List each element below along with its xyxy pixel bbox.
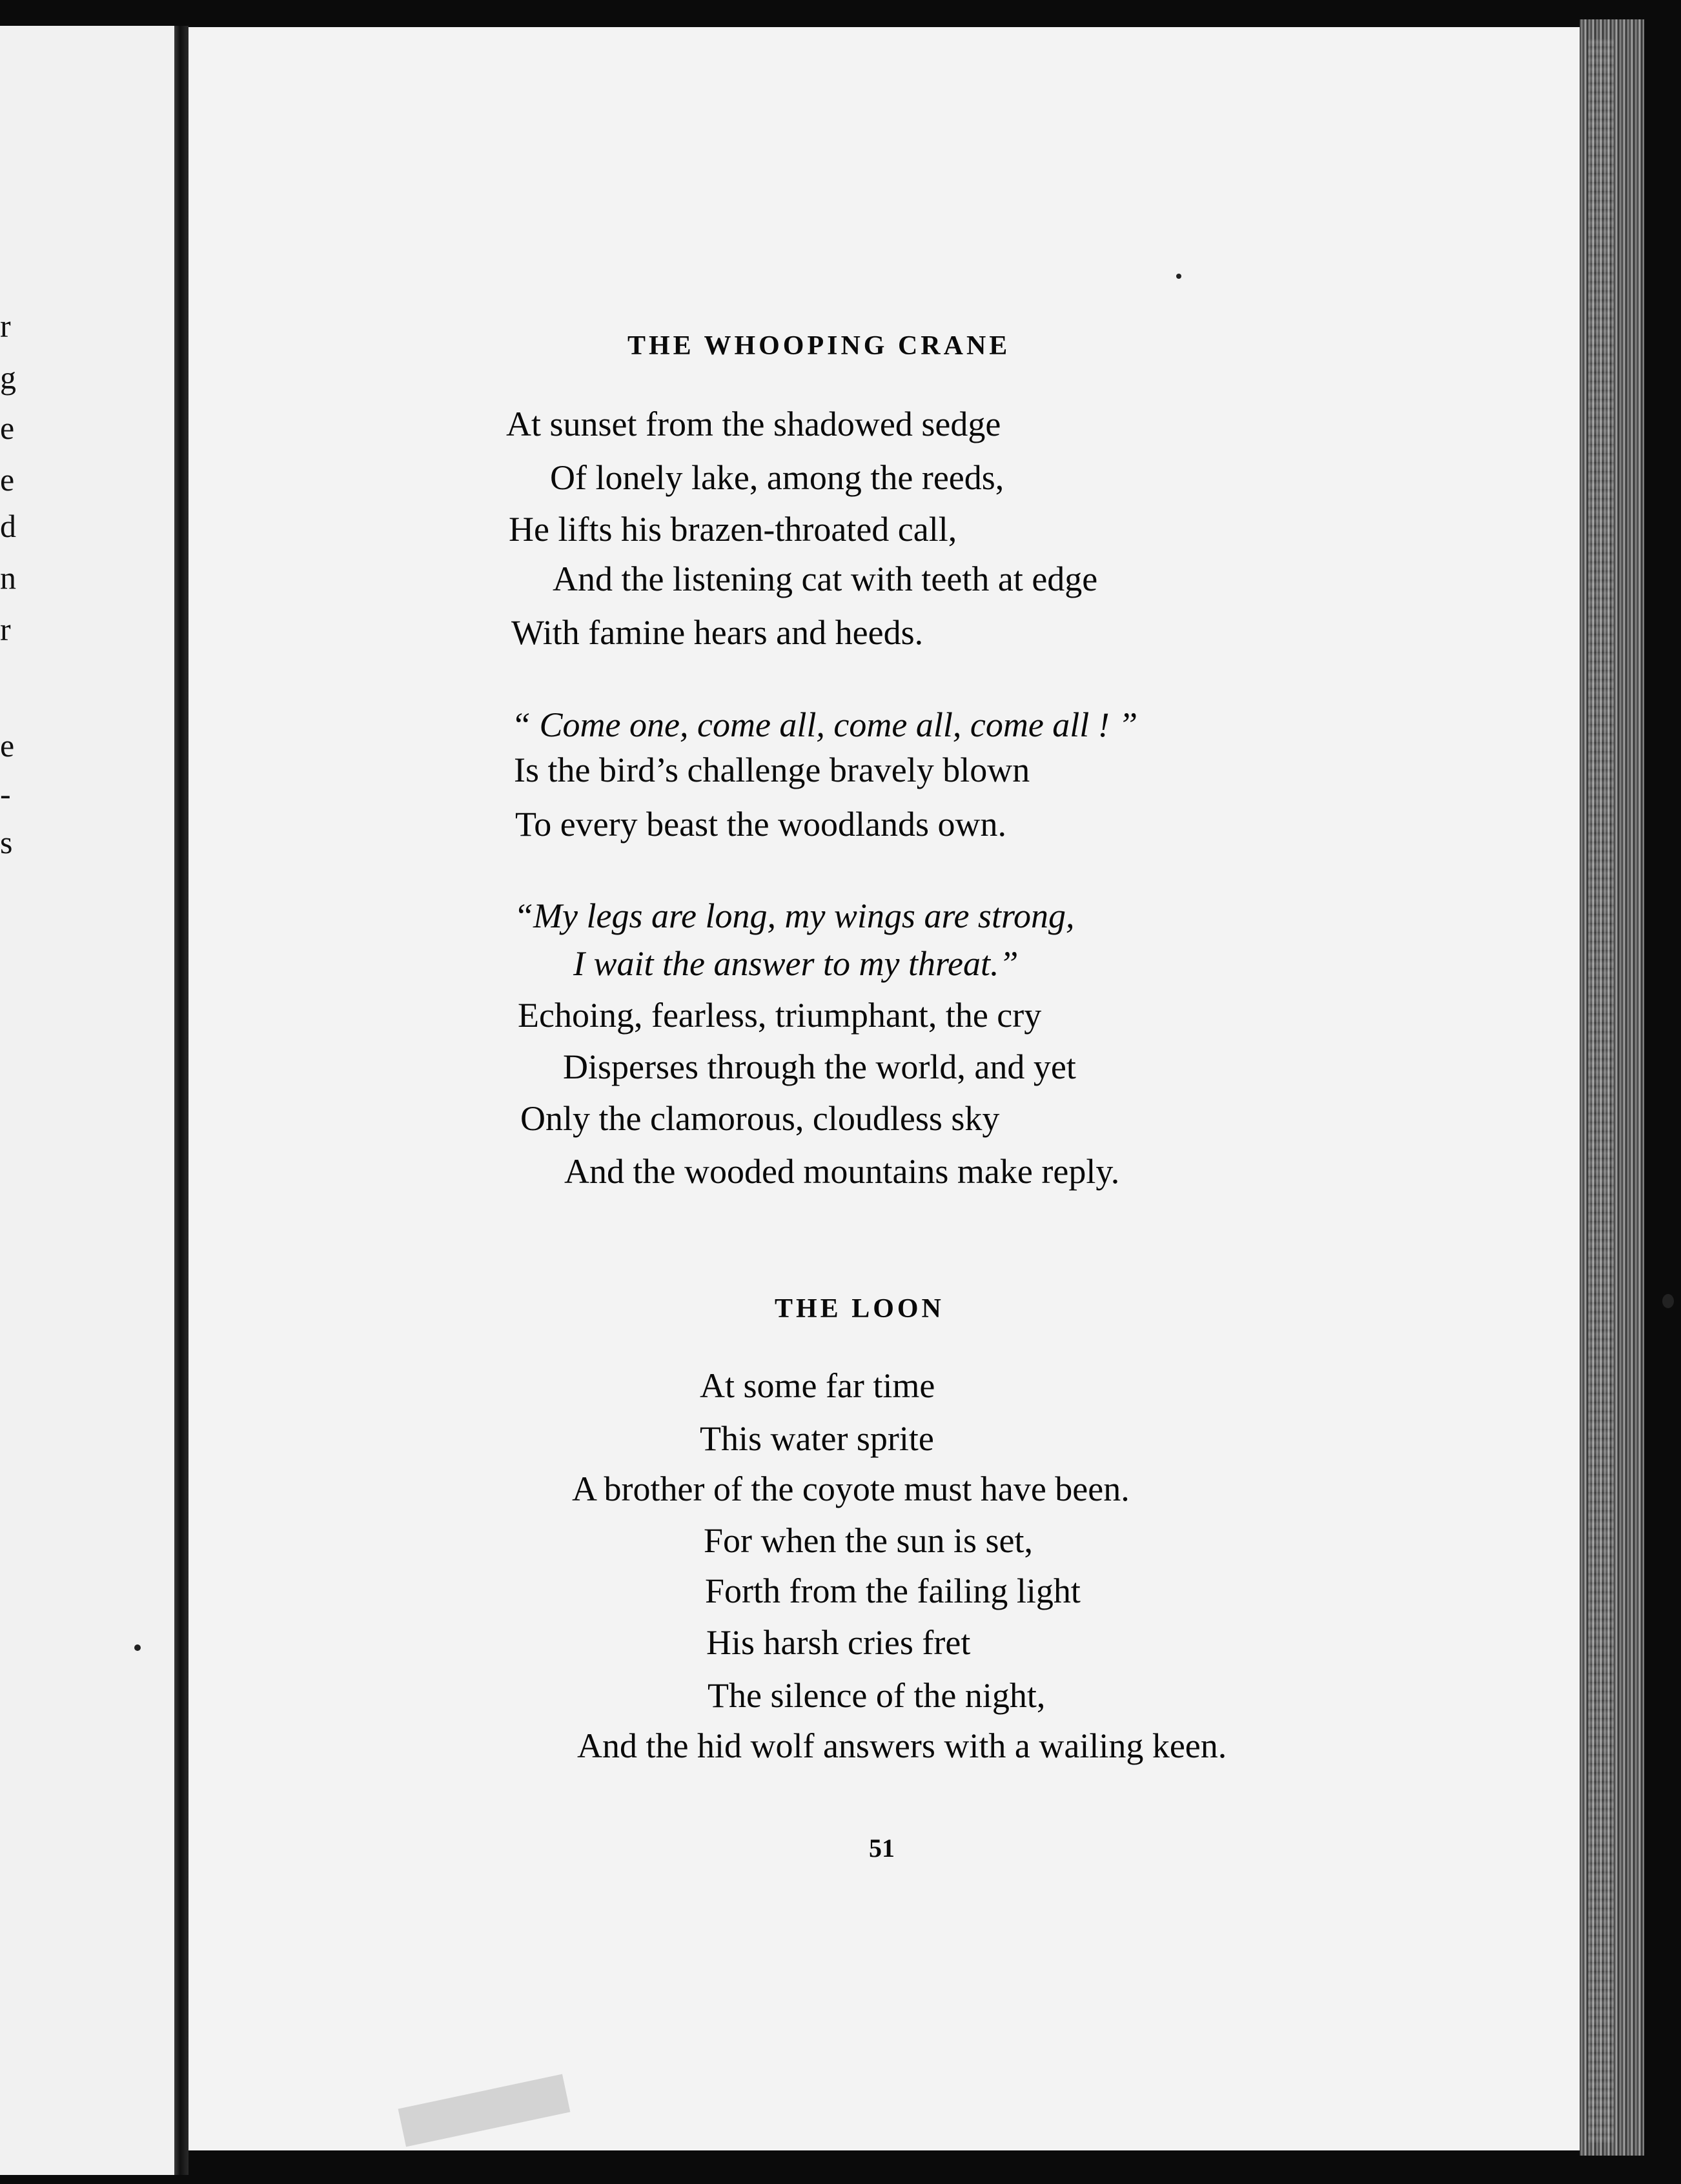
poem-line: Disperses through the world, and yet xyxy=(563,1047,1076,1086)
scan-speck xyxy=(1176,274,1181,279)
poem-line: Of lonely lake, among the reeds, xyxy=(550,458,1004,497)
poem-line: The silence of the night, xyxy=(708,1676,1046,1715)
fragment-letter: d xyxy=(0,508,16,544)
poem-line: With famine hears and heeds. xyxy=(511,613,924,652)
poem-line: At sunset from the shadowed sedge xyxy=(506,405,1001,443)
poem-title-loon: THE LOON xyxy=(775,1294,944,1324)
poem-line: Is the bird’s challenge bravely blown xyxy=(514,751,1030,789)
fragment-letter: r xyxy=(0,611,11,647)
poem-line: Only the clamorous, cloudless sky xyxy=(520,1099,1000,1138)
poem-line: And the hid wolf answers with a wailing keen. xyxy=(577,1726,1227,1765)
poem-line: And the listening cat with teeth at edge xyxy=(553,560,1098,598)
poem-line: He lifts his brazen-throated call, xyxy=(509,510,957,549)
fragment-letter: - xyxy=(0,776,11,812)
poem-line: To every beast the woodlands own. xyxy=(515,805,1007,844)
scan-speck xyxy=(134,1644,141,1651)
fragment-letter: s xyxy=(0,824,13,860)
poem-line: And the wooded mountains make reply. xyxy=(564,1152,1120,1191)
scan-speck xyxy=(1662,1294,1674,1308)
poem-line-quoted: “My legs are long, my wings are strong, xyxy=(514,896,1075,935)
fragment-letter: e xyxy=(0,727,15,763)
poem-line: His harsh cries fret xyxy=(706,1623,971,1662)
poem-line: For when the sun is set, xyxy=(704,1521,1033,1560)
poem-line: At some far time xyxy=(700,1366,935,1405)
poem-line: Forth from the failing light xyxy=(705,1572,1081,1610)
poem-line-quoted: I wait the answer to my threat.” xyxy=(573,944,1019,983)
poem-title-whooping-crane: THE WHOOPING CRANE xyxy=(627,331,1011,361)
fore-edge-texture xyxy=(1588,39,1614,2143)
fragment-letter: n xyxy=(0,560,16,596)
fragment-letter: g xyxy=(0,359,16,396)
poem-line: Echoing, fearless, triumphant, the cry xyxy=(518,996,1042,1035)
poem-line: A brother of the coyote must have been. xyxy=(572,1470,1130,1508)
fragment-letter: r xyxy=(0,308,11,344)
page-number: 51 xyxy=(869,1834,895,1863)
facing-page-edge xyxy=(0,26,174,2175)
fragment-letter: e xyxy=(0,410,15,446)
poem-line: This water sprite xyxy=(700,1419,934,1458)
poem-line-quoted: “ Come one, come all, come all, come all ! ” xyxy=(511,705,1138,744)
book-gutter xyxy=(174,26,188,2175)
fragment-letter: e xyxy=(0,461,15,498)
